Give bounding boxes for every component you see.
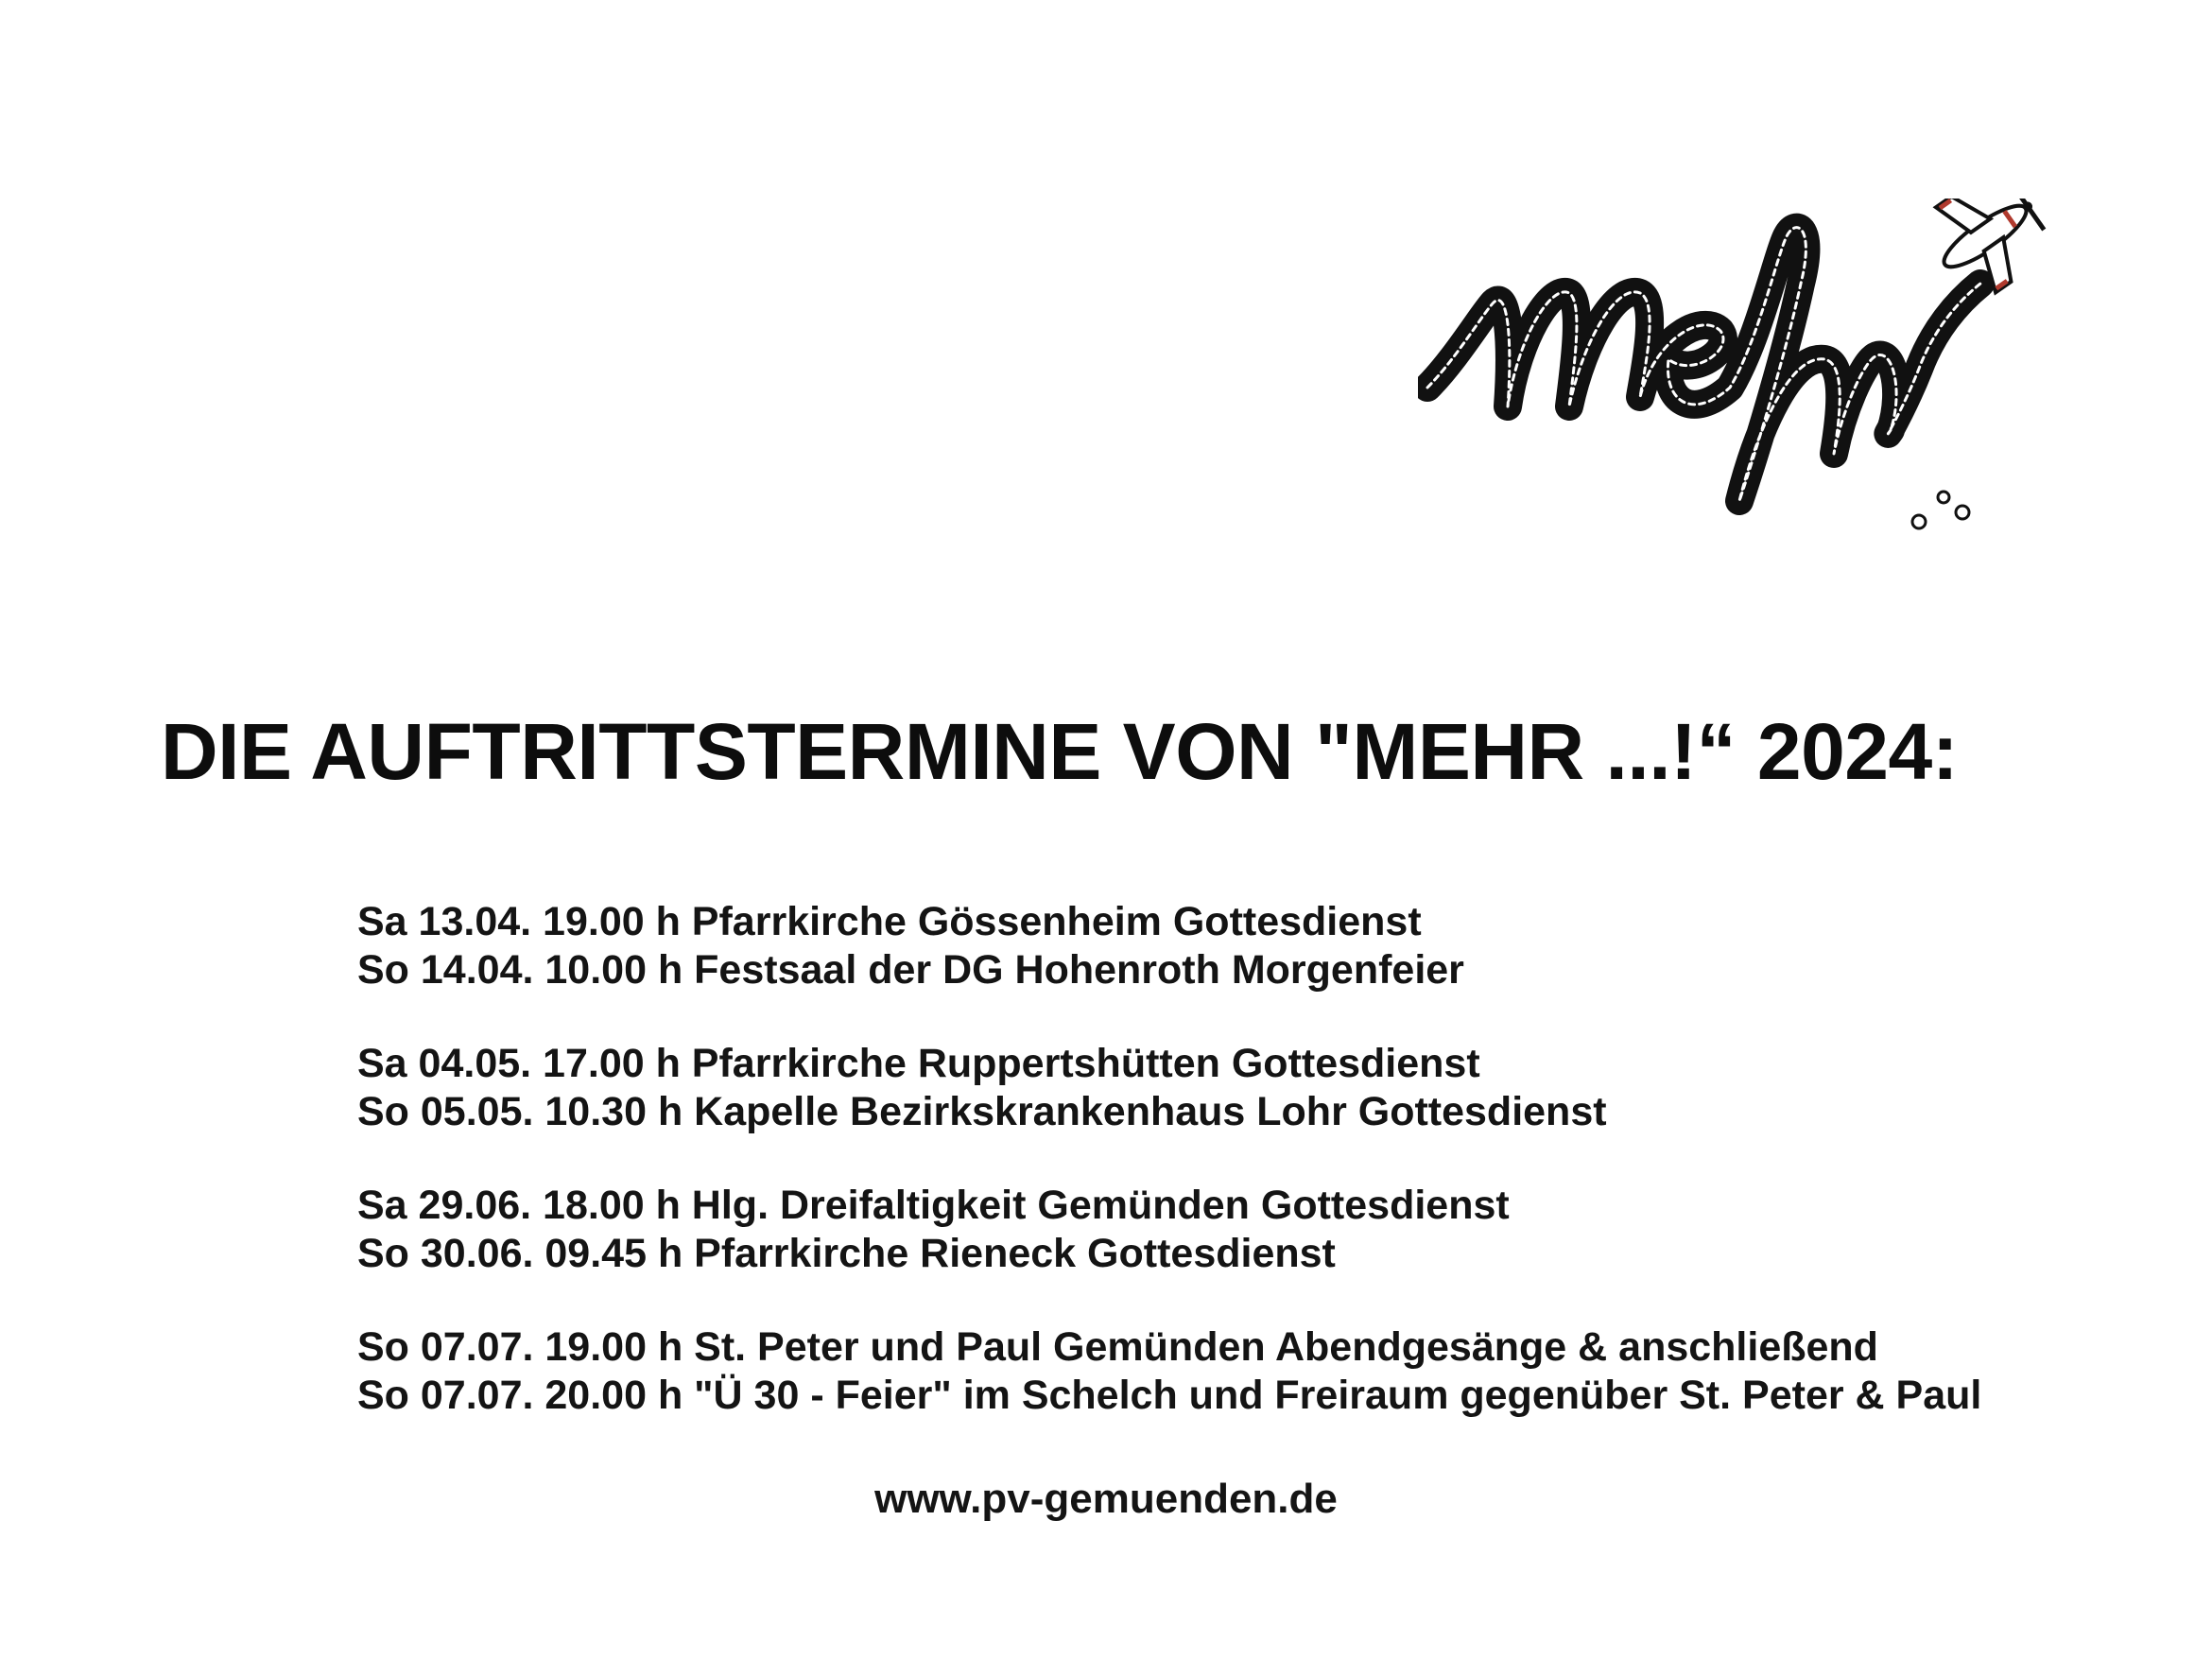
event-group-may — [357, 1040, 2106, 1136]
event-line: So 07.07. 19.00 h St. Peter und Paul Gemünden Abendgesänge & anschließend — [357, 1324, 1878, 1370]
page-title: DIE AUFTRITTSTERMINE VON "MEHR ...!“ 2024: — [161, 707, 1959, 796]
event-line: So 30.06. 09.45 h Pfarrkirche Rieneck Gottesdienst — [357, 1231, 1336, 1276]
event-group-april — [357, 898, 2106, 994]
event-line: Sa 04.05. 17.00 h Pfarrkirche Ruppertshütten Gottesdienst — [357, 1041, 1480, 1086]
mehr-logo-drawing — [1418, 199, 2099, 614]
event-line: Sa 29.06. 18.00 h Hlg. Dreifaltigkeit Gemünden Gottesdienst — [357, 1183, 1510, 1228]
bubbles-icon — [1912, 492, 1969, 528]
website-link[interactable]: www.pv-gemuenden.de — [874, 1476, 1338, 1522]
event-line: So 07.07. 20.00 h "Ü 30 - Feier" im Schelch und Freiraum gegenüber St. Peter & Paul — [357, 1373, 1982, 1418]
event-group-june — [357, 1182, 2106, 1278]
event-line: So 05.05. 10.30 h Kapelle Bezirkskrankenhaus Lohr Gottesdienst — [357, 1089, 1607, 1134]
mehr-logo — [1418, 199, 2099, 614]
event-line: So 14.04. 10.00 h Festsaal der DG Hohenroth Morgenfeier — [357, 947, 1464, 993]
event-list — [357, 898, 2106, 1465]
event-group-july — [357, 1323, 2106, 1420]
event-line: Sa 13.04. 19.00 h Pfarrkirche Gössenheim Gottesdienst — [357, 899, 1422, 944]
